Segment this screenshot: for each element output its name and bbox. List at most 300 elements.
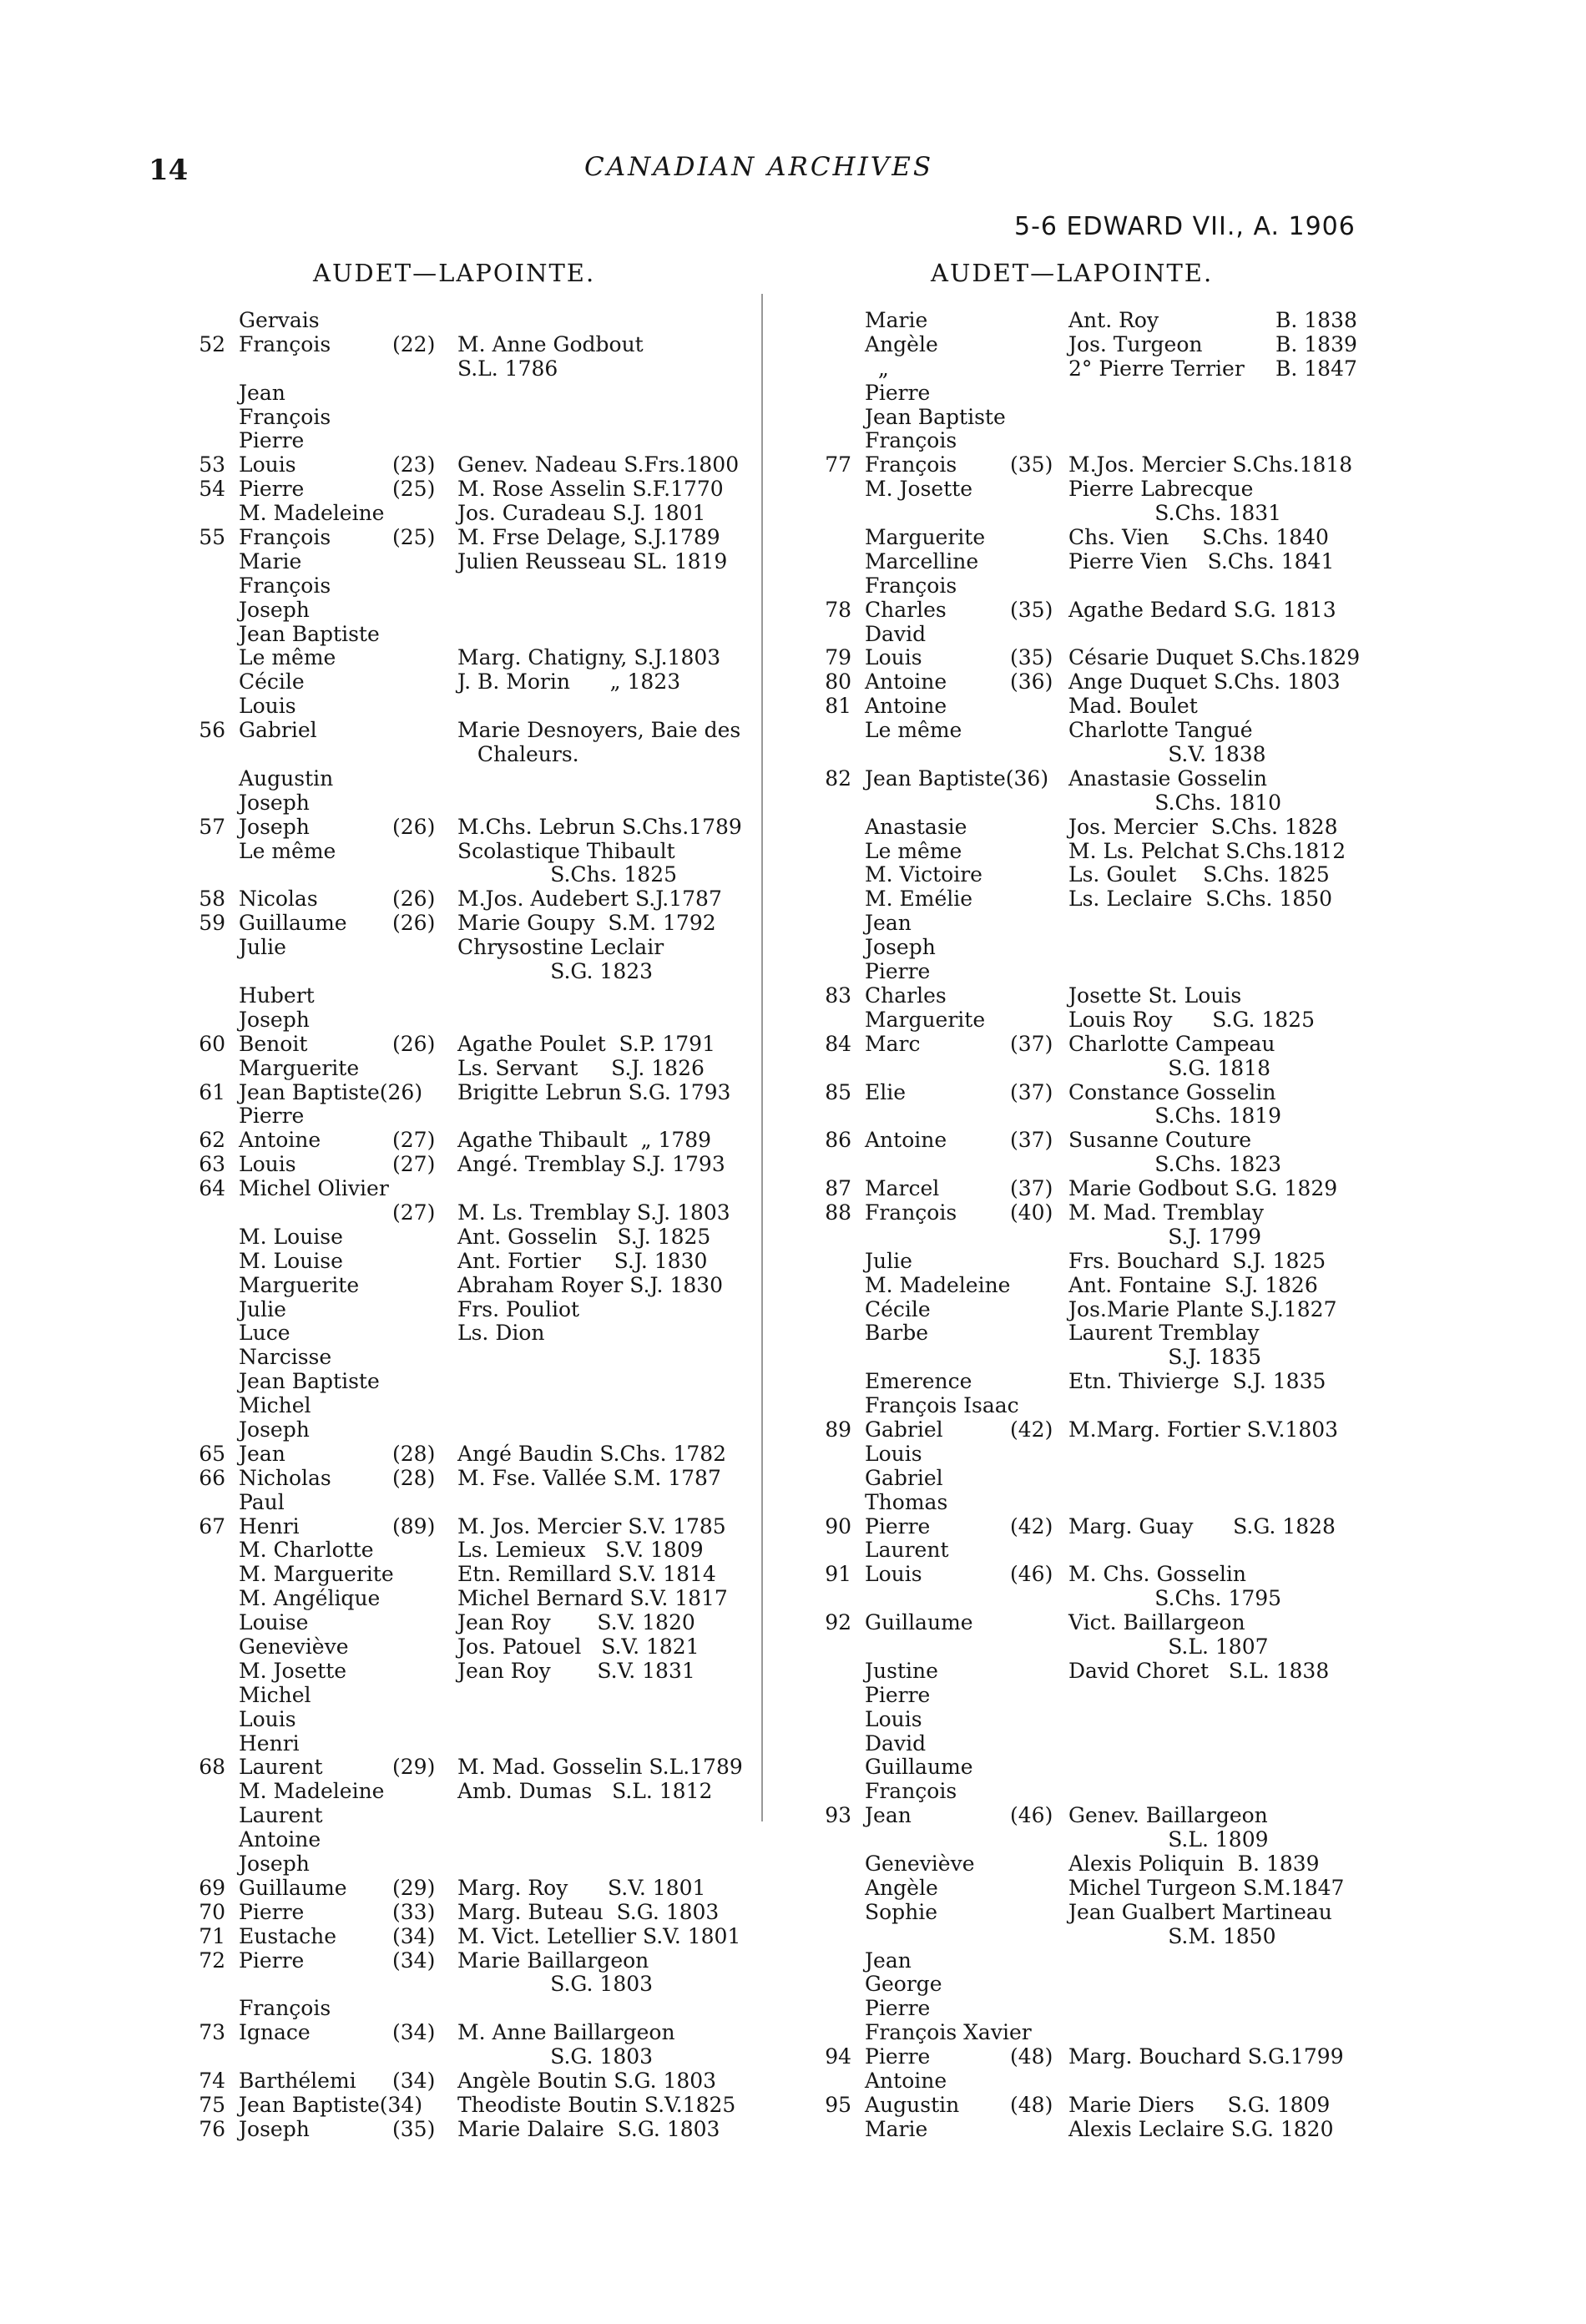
entry-num: 58: [199, 887, 225, 912]
entry-spouse: S.L. 1786: [457, 356, 558, 381]
entry-num: 65: [199, 1441, 225, 1466]
entry-name: Anastasie: [865, 814, 967, 839]
entry-spouse: Laurent Tremblay: [1068, 1321, 1260, 1346]
entry-name: M. Madeleine: [865, 1272, 1011, 1297]
entry-name: François: [239, 1996, 331, 2021]
entry-spouse: S.Chs. 1823: [1068, 1152, 1282, 1177]
entry-name: Louise: [239, 1610, 309, 1635]
entry-name: Julie: [239, 1296, 286, 1321]
entry-name: Pierre: [239, 428, 305, 453]
entry-name: Louis: [865, 645, 922, 670]
entry-num: 70: [199, 1899, 225, 1924]
entry-ref: (37): [1010, 1031, 1053, 1056]
entry-name: Antoine: [865, 694, 947, 719]
entry-name: Marcelline: [865, 548, 979, 573]
entry-name: Guillaume: [865, 1610, 973, 1635]
entry-num: 64: [199, 1176, 225, 1201]
entry-spouse: S.J. 1835: [1068, 1345, 1261, 1370]
entry-spouse: Chrysostine Leclair: [457, 935, 664, 960]
entry-name: Joseph: [239, 1852, 310, 1876]
entry-name: François: [239, 573, 331, 598]
entry-name: Joseph: [239, 2116, 310, 2141]
entry-name: Antoine: [865, 669, 947, 695]
entry-ref: (27): [392, 1152, 436, 1177]
entry-name: Julie: [865, 1248, 912, 1273]
entry-num: 68: [199, 1755, 225, 1780]
entry-spouse: M. Anne Godbout: [457, 331, 644, 356]
entry-name: Thomas: [865, 1489, 948, 1514]
entry-name: Hubert: [239, 983, 315, 1008]
entry-name: M. Angélique: [239, 1586, 381, 1611]
entry-spouse: Marg. Roy S.V. 1801: [457, 1875, 706, 1900]
entry-spouse: M. Mad. Gosselin S.L.1789: [457, 1755, 743, 1780]
entry-ref: (26): [392, 887, 436, 912]
entry-spouse: Agathe Thibault „ 1789: [457, 1128, 712, 1153]
entry-spouse: M. Jos. Mercier S.V. 1785: [457, 1513, 726, 1538]
column-divider: [761, 294, 763, 1821]
entry-name: François: [239, 331, 331, 356]
entry-name: Nicholas: [239, 1465, 331, 1490]
entry-num: 62: [199, 1128, 225, 1153]
entry-name: Barbe: [865, 1321, 929, 1346]
entry-spouse: M. Fse. Vallée S.M. 1787: [457, 1465, 721, 1490]
entry-spouse: Mad. Boulet: [1068, 694, 1198, 719]
entry-spouse: M.Jos. Audebert S.J.1787: [457, 887, 722, 912]
entry-num: 79: [825, 645, 851, 670]
entry-ref: (34): [392, 1948, 436, 1973]
entry-name: François: [865, 452, 957, 477]
entry-name: Pierre: [239, 1899, 305, 1924]
column-heading-left: AUDET—LAPOINTE.: [313, 259, 596, 287]
entry-name: Antoine: [239, 1128, 321, 1153]
entry-name: Jean Baptiste: [239, 1369, 380, 1394]
entry-ref: (34): [392, 2069, 436, 2094]
entry-spouse: M. Vict. Letellier S.V. 1801: [457, 1923, 741, 1948]
entry-ref: (29): [392, 1755, 436, 1780]
entry-spouse: Abraham Royer S.J. 1830: [457, 1272, 724, 1297]
entry-name: Marguerite: [239, 1272, 360, 1297]
entry-ref: (26): [392, 814, 436, 839]
entry-name: M. Louise: [239, 1224, 343, 1249]
entry-ref: (25): [392, 477, 436, 502]
entry-num: 77: [825, 452, 851, 477]
entry-spouse: Josette St. Louis: [1068, 983, 1242, 1008]
entry-name: „: [865, 356, 889, 381]
entry-ref: (23): [392, 452, 436, 477]
entry-spouse: S.Chs. 1825: [457, 862, 678, 887]
entry-num: 71: [199, 1923, 225, 1948]
entry-num: 86: [825, 1128, 851, 1153]
entry-name: François: [239, 525, 331, 550]
entry-name: Marguerite: [865, 525, 986, 550]
entry-name: Guillaume: [239, 911, 347, 936]
entry-spouse: M. Rose Asselin S.F.1770: [457, 477, 724, 502]
entry-spouse: Ls. Leclaire S.Chs. 1850: [1068, 887, 1333, 912]
entry-num: 56: [199, 718, 225, 743]
entry-spouse: M. Chs. Gosselin: [1068, 1562, 1247, 1587]
entry-spouse: Jos.Marie Plante S.J.1827: [1068, 1296, 1337, 1321]
entry-name: Emerence: [865, 1369, 972, 1394]
entry-name: Louis: [239, 452, 296, 477]
entry-spouse: Ls. Goulet S.Chs. 1825: [1068, 862, 1330, 887]
entry-name: Marie: [865, 2116, 928, 2141]
entry-spouse: Ls. Lemieux S.V. 1809: [457, 1538, 704, 1563]
entry-spouse: S.G. 1818: [1068, 1055, 1270, 1080]
entry-name: David: [865, 621, 927, 646]
entry-name: Louis: [865, 1441, 922, 1466]
entry-spouse: Agathe Bedard S.G. 1813: [1068, 597, 1336, 622]
entry-spouse: Marie Goupy S.M. 1792: [457, 911, 716, 936]
page-number: 14: [149, 154, 189, 187]
entry-spouse: Marie Baillargeon: [457, 1948, 649, 1973]
entry-name: Antoine: [865, 2069, 947, 2094]
entry-num: 59: [199, 911, 225, 936]
entry-spouse: Theodiste Boutin S.V.1825: [457, 2092, 736, 2117]
entry-spouse: S.M. 1850: [1068, 1923, 1276, 1948]
entry-spouse: Ls. Dion: [457, 1321, 545, 1346]
entry-name: Benoit: [239, 1031, 308, 1056]
entry-spouse: Marie Godbout S.G. 1829: [1068, 1176, 1338, 1201]
entry-num: 73: [199, 2020, 225, 2045]
entry-name: Pierre: [865, 1513, 931, 1538]
entry-name: Eustache: [239, 1923, 337, 1948]
entry-spouse: David Choret S.L. 1838: [1068, 1658, 1330, 1683]
entry-ref: (26): [392, 1031, 436, 1056]
entry-name: Jean Baptiste: [239, 621, 380, 646]
entry-ref: (36): [1010, 669, 1053, 695]
entry-spouse: Pierre Labrecque: [1068, 477, 1254, 502]
entry-ref: (48): [1010, 2092, 1053, 2117]
entry-name: Joseph: [239, 1007, 310, 1032]
entry-num: 88: [825, 1200, 851, 1225]
entry-name: George: [865, 1972, 942, 1997]
entry-name: Le même: [865, 718, 962, 743]
entry-ref: (35): [392, 2116, 436, 2141]
entry-name: Louis: [239, 694, 296, 719]
entry-ref: (27): [392, 1200, 436, 1225]
entry-name: Charles: [865, 983, 947, 1008]
entry-name: Michel: [239, 1393, 311, 1418]
entry-spouse: S.L. 1809: [1068, 1827, 1269, 1852]
entry-name: Pierre: [239, 1948, 305, 1973]
entry-spouse: M.Chs. Lebrun S.Chs.1789: [457, 814, 742, 839]
entry-num: 74: [199, 2069, 225, 2094]
entry-name: Louis: [865, 1706, 922, 1731]
entry-name: Pierre: [865, 380, 931, 405]
entry-name: Augustin: [865, 2092, 960, 2117]
entry-spouse: Agathe Poulet S.P. 1791: [457, 1031, 715, 1056]
entry-num: 55: [199, 525, 225, 550]
entry-name: Jean Baptiste(26): [239, 1079, 423, 1104]
entry-name: Gabriel: [239, 718, 317, 743]
entry-name: Augustin: [239, 765, 334, 791]
entry-name: M. Louise: [239, 1248, 343, 1273]
entry-name: Narcisse: [239, 1345, 332, 1370]
entry-name: M. Josette: [239, 1658, 347, 1683]
entry-num: 53: [199, 452, 225, 477]
entry-name: Antoine: [865, 1128, 947, 1153]
entry-ref: (35): [1010, 645, 1053, 670]
entry-name: Pierre: [865, 1682, 931, 1707]
entry-name: Michel: [239, 1682, 311, 1707]
entry-name: Louis: [239, 1706, 296, 1731]
entry-num: 72: [199, 1948, 225, 1973]
entry-num: 85: [825, 1079, 851, 1104]
entry-name: M. Madeleine: [239, 501, 385, 526]
entry-name: Jean Baptiste: [865, 404, 1006, 429]
entry-name: Marguerite: [239, 1055, 360, 1080]
entry-num: 93: [825, 1803, 851, 1828]
entry-spouse: S.G. 1823: [457, 959, 654, 984]
entry-spouse: Chs. Vien S.Chs. 1840: [1068, 525, 1329, 550]
entry-ref: (34): [392, 2020, 436, 2045]
entry-name: Barthélemi: [239, 2069, 356, 2094]
entry-name: Guillaume: [239, 1875, 347, 1900]
entry-name: Le même: [239, 838, 336, 863]
entry-ref: (35): [1010, 597, 1053, 622]
entry-spouse: Pierre Vien S.Chs. 1841: [1068, 548, 1335, 573]
entry-name: François: [239, 404, 331, 429]
entry-name: Jean Baptiste(36): [865, 765, 1049, 791]
entry-num: 91: [825, 1562, 851, 1587]
entry-spouse: Marie Dalaire S.G. 1803: [457, 2116, 720, 2141]
entry-name: Marcel: [865, 1176, 940, 1201]
entry-num: 94: [825, 2044, 851, 2069]
entry-spouse: S.Chs. 1819: [1068, 1104, 1282, 1129]
entry-spouse: Michel Turgeon S.M.1847: [1068, 1875, 1345, 1900]
entry-name: M. Emélie: [865, 887, 973, 912]
entry-num: 78: [825, 597, 851, 622]
entry-spouse: M. Mad. Tremblay: [1068, 1200, 1265, 1225]
entry-num: 75: [199, 2092, 225, 2117]
entry-ref: (25): [392, 525, 436, 550]
entry-num: 87: [825, 1176, 851, 1201]
entry-spouse: Vict. Baillargeon: [1068, 1610, 1245, 1635]
entry-ref: (34): [392, 1923, 436, 1948]
entry-ref: (89): [392, 1513, 436, 1538]
entry-name: Joseph: [239, 597, 310, 622]
entry-name: Elie: [865, 1079, 907, 1104]
entry-ref: (35): [1010, 452, 1053, 477]
entry-spouse: Angèle Boutin S.G. 1803: [457, 2069, 717, 2094]
entry-name: Pierre: [239, 477, 305, 502]
entry-name: Marie: [239, 548, 302, 573]
entry-ref: (46): [1010, 1803, 1053, 1828]
entry-name: Henri: [239, 1730, 300, 1756]
entry-name: Gabriel: [865, 1417, 943, 1442]
entry-name: Marguerite: [865, 1007, 986, 1032]
entry-spouse: Ange Duquet S.Chs. 1803: [1068, 669, 1341, 695]
session-label: 5-6 EDWARD VII., A. 1906: [1014, 212, 1356, 241]
entry-num: 54: [199, 477, 225, 502]
entry-name: Paul: [239, 1489, 285, 1514]
entry-spouse: Angé Baudin S.Chs. 1782: [457, 1441, 727, 1466]
entry-num: 81: [825, 694, 851, 719]
entry-name: Marc: [865, 1031, 921, 1056]
entry-spouse: M. Anne Baillargeon: [457, 2020, 675, 2045]
entry-num: 61: [199, 1079, 225, 1104]
entry-name: François: [865, 1779, 957, 1804]
entry-ref: (28): [392, 1465, 436, 1490]
entry-spouse: Jos. Mercier S.Chs. 1828: [1068, 814, 1338, 839]
entry-name: Geneviève: [865, 1852, 975, 1876]
entry-name: M. Marguerite: [239, 1562, 394, 1587]
entry-name: Geneviève: [239, 1634, 349, 1659]
entry-spouse: S.V. 1838: [1068, 742, 1266, 767]
entry-spouse: Jos. Curadeau S.J. 1801: [457, 501, 706, 526]
entry-num: 83: [825, 983, 851, 1008]
entry-name: Ignace: [239, 2020, 311, 2045]
entry-spouse: S.L. 1807: [1068, 1634, 1269, 1659]
entry-num: 52: [199, 331, 225, 356]
entry-name: Louis: [865, 1562, 922, 1587]
column-heading-right: AUDET—LAPOINTE.: [931, 259, 1214, 287]
entry-ref: (26): [392, 911, 436, 936]
entry-spouse: Alexis Poliquin B. 1839: [1068, 1852, 1320, 1876]
entry-name: Luce: [239, 1321, 290, 1346]
entry-spouse: Etn. Thivierge S.J. 1835: [1068, 1369, 1326, 1394]
entry-num: 84: [825, 1031, 851, 1056]
entry-name: Joseph: [239, 790, 310, 815]
entry-spouse: M.Marg. Fortier S.V.1803: [1068, 1417, 1339, 1442]
entry-name: Cécile: [865, 1296, 931, 1321]
entry-year: B. 1838: [1275, 308, 1357, 332]
entry-name: Jean Baptiste(34): [239, 2092, 423, 2117]
entry-name: Gabriel: [865, 1465, 943, 1490]
entry-spouse: S.G. 1803: [457, 1972, 654, 1997]
running-title: CANADIAN ARCHIVES: [584, 152, 934, 182]
entry-num: 60: [199, 1031, 225, 1056]
entry-name: Henri: [239, 1513, 300, 1538]
entry-name: Jean: [239, 380, 285, 405]
entry-name: Michel Olivier: [239, 1176, 389, 1201]
entry-num: 95: [825, 2092, 851, 2117]
entry-ref: (40): [1010, 1200, 1053, 1225]
entry-spouse: Susanne Couture: [1068, 1128, 1252, 1153]
entry-spouse: Constance Gosselin: [1068, 1079, 1276, 1104]
entry-name: Justine: [865, 1658, 938, 1683]
entry-name: Antoine: [239, 1827, 321, 1852]
entry-ref: (28): [392, 1441, 436, 1466]
entry-spouse: Jean Gualbert Martineau: [1068, 1899, 1332, 1924]
entry-spouse: Genev. Nadeau S.Frs.1800: [457, 452, 740, 477]
entry-ref: (33): [392, 1899, 436, 1924]
entry-name: David: [865, 1730, 927, 1756]
entry-name: Pierre: [865, 1996, 931, 2021]
entry-spouse: Jean Roy S.V. 1831: [457, 1658, 695, 1683]
entry-name: Joseph: [865, 935, 936, 960]
entry-spouse: Marg. Buteau S.G. 1803: [457, 1899, 720, 1924]
entry-name: M. Charlotte: [239, 1538, 374, 1563]
entry-name: Le même: [865, 838, 962, 863]
entry-spouse: Ls. Servant S.J. 1826: [457, 1055, 705, 1080]
entry-num: 82: [825, 765, 851, 791]
entry-name: Joseph: [239, 1417, 310, 1442]
entry-name: Julie: [239, 935, 286, 960]
entry-spouse: Marie Diers S.G. 1809: [1068, 2092, 1331, 2117]
entry-num: 76: [199, 2116, 225, 2141]
entry-spouse: Scolastique Thibault: [457, 838, 675, 863]
entry-ref: (29): [392, 1875, 436, 1900]
entry-name: Pierre: [239, 1104, 305, 1129]
entry-name: François: [865, 428, 957, 453]
entry-year: B. 1847: [1275, 356, 1357, 381]
entry-name: M. Madeleine: [239, 1779, 385, 1804]
entry-spouse: S.J. 1799: [1068, 1224, 1261, 1249]
entry-spouse: Charlotte Campeau: [1068, 1031, 1275, 1056]
entry-spouse: Julien Reusseau SL. 1819: [457, 548, 728, 573]
entry-name: Pierre: [865, 959, 931, 984]
entry-num: 69: [199, 1875, 225, 1900]
entry-name: Jean: [865, 1803, 912, 1828]
entry-spouse: Ant. Fortier S.J. 1830: [457, 1248, 708, 1273]
entry-year: B. 1839: [1275, 331, 1357, 356]
entry-num: 63: [199, 1152, 225, 1177]
entry-name: Pierre: [865, 2044, 931, 2069]
entry-ref: (27): [392, 1128, 436, 1153]
entry-name: Sophie: [865, 1899, 938, 1924]
entry-spouse: M. Frse Delage, S.J.1789: [457, 525, 720, 550]
entry-spouse: S.Chs. 1810: [1068, 790, 1282, 815]
entry-ref: (48): [1010, 2044, 1053, 2069]
entry-spouse: Jos. Patouel S.V. 1821: [457, 1634, 700, 1659]
entry-spouse: 2° Pierre Terrier: [1068, 356, 1245, 381]
entry-ref: (42): [1010, 1417, 1053, 1442]
entry-spouse: Jean Roy S.V. 1820: [457, 1610, 695, 1635]
entry-ref: (42): [1010, 1513, 1053, 1538]
entry-spouse: Ant. Gosselin S.J. 1825: [457, 1224, 711, 1249]
entry-name: Angèle: [865, 331, 938, 356]
entry-name: Jean: [865, 911, 912, 936]
entry-name: Nicolas: [239, 887, 318, 912]
entry-name: Laurent: [239, 1755, 323, 1780]
entry-ref: (37): [1010, 1079, 1053, 1104]
entry-spouse: Marg. Bouchard S.G.1799: [1068, 2044, 1344, 2069]
entry-name: Charles: [865, 597, 947, 622]
entry-spouse: Marie Desnoyers, Baie des: [457, 718, 741, 743]
entry-spouse: Chaleurs.: [457, 742, 579, 767]
entry-spouse: Brigitte Lebrun S.G. 1793: [457, 1079, 731, 1104]
entry-name: Jean: [865, 1948, 912, 1973]
entry-name: Guillaume: [865, 1755, 973, 1780]
entry-num: 80: [825, 669, 851, 695]
entry-ref: (22): [392, 331, 436, 356]
entry-num: 57: [199, 814, 225, 839]
entry-name: François: [865, 573, 957, 598]
entry-name: François Xavier: [865, 2020, 1032, 2045]
entry-spouse: Etn. Remillard S.V. 1814: [457, 1562, 716, 1587]
entry-spouse: Alexis Leclaire S.G. 1820: [1068, 2116, 1334, 2141]
entry-name: Joseph: [239, 814, 310, 839]
entry-spouse: Marg. Chatigny, S.J.1803: [457, 645, 721, 670]
entry-spouse: M.Jos. Mercier S.Chs.1818: [1068, 452, 1353, 477]
entry-spouse: Michel Bernard S.V. 1817: [457, 1586, 728, 1611]
entry-name: Marie: [865, 308, 928, 332]
entry-spouse: Jos. Turgeon: [1068, 331, 1203, 356]
entry-num: 66: [199, 1465, 225, 1490]
entry-name: M. Josette: [865, 477, 973, 502]
entry-spouse: Frs. Bouchard S.J. 1825: [1068, 1248, 1326, 1273]
entry-name: François Isaac: [865, 1393, 1019, 1418]
entry-spouse: M. Ls. Tremblay S.J. 1803: [457, 1200, 730, 1225]
entry-num: 67: [199, 1513, 225, 1538]
entry-spouse: Frs. Pouliot: [457, 1296, 580, 1321]
entry-spouse: S.Chs. 1831: [1068, 501, 1282, 526]
entry-num: 89: [825, 1417, 851, 1442]
entry-spouse: Marg. Guay S.G. 1828: [1068, 1513, 1336, 1538]
entry-spouse: J. B. Morin „ 1823: [457, 669, 681, 695]
entry-num: 92: [825, 1610, 851, 1635]
